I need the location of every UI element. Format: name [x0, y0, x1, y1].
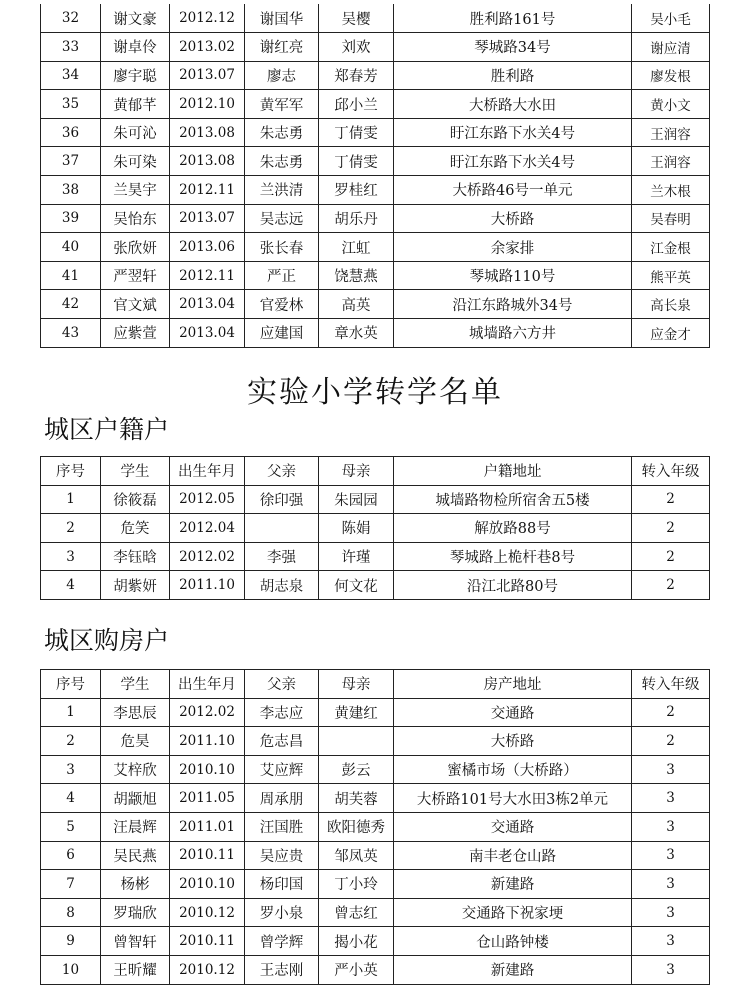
- cell-student: 李思辰: [101, 698, 170, 727]
- cell-address: 胜利路: [394, 61, 632, 90]
- cell-father: 杨印国: [245, 870, 319, 899]
- table-row: [41, 33, 710, 62]
- table-row: [41, 90, 710, 119]
- cell-mother: 吴樱: [319, 4, 394, 33]
- cell-index: 34: [41, 61, 101, 90]
- cell-address: 交通路: [394, 698, 632, 727]
- cell-address: 盱江东路下水关4号: [394, 147, 632, 176]
- cell-birth: 2011.05: [170, 784, 245, 813]
- cell-student: 朱可沁: [101, 118, 170, 147]
- cell-index: 38: [41, 176, 101, 205]
- cell-grade: 吴小毛: [632, 4, 710, 33]
- cell-father: 李志应: [245, 698, 319, 727]
- table-row: [41, 955, 710, 984]
- cell-birth: 2011.01: [170, 812, 245, 841]
- cell-index: 3: [41, 542, 101, 571]
- continued-table-body: [41, 4, 710, 347]
- cell-grade: 王润容: [632, 118, 710, 147]
- table-row: [41, 233, 710, 262]
- column-header-address: 户籍地址: [394, 457, 632, 486]
- table-row: [41, 698, 710, 727]
- table-row: [41, 61, 710, 90]
- cell-grade: 2: [632, 571, 710, 600]
- column-header-mother: 母亲: [319, 670, 394, 699]
- column-header-grade: 转入年级: [632, 457, 710, 486]
- cell-student: 严翌轩: [101, 261, 170, 290]
- cell-birth: 2013.08: [170, 147, 245, 176]
- cell-grade: 3: [632, 841, 710, 870]
- cell-birth: 2011.10: [170, 727, 245, 756]
- cell-birth: 2012.10: [170, 90, 245, 119]
- column-header-father: 父亲: [245, 457, 319, 486]
- cell-index: 3: [41, 755, 101, 784]
- cell-address: 新建路: [394, 955, 632, 984]
- cell-mother: 曾志红: [319, 898, 394, 927]
- cell-birth: 2012.11: [170, 261, 245, 290]
- table-row: [41, 755, 710, 784]
- cell-index: 39: [41, 204, 101, 233]
- column-header-father: 父亲: [245, 670, 319, 699]
- cell-mother: [319, 727, 394, 756]
- cell-index: 6: [41, 841, 101, 870]
- cell-address: 沿江东路城外34号: [394, 290, 632, 319]
- cell-father: 谢国华: [245, 4, 319, 33]
- cell-index: 41: [41, 261, 101, 290]
- cell-mother: 彭云: [319, 755, 394, 784]
- cell-student: 杨彬: [101, 870, 170, 899]
- cell-grade: 2: [632, 698, 710, 727]
- cell-father: 应建国: [245, 319, 319, 348]
- cell-grade: 王润容: [632, 147, 710, 176]
- cell-mother: 揭小花: [319, 927, 394, 956]
- cell-grade: 3: [632, 955, 710, 984]
- table-header-row: [41, 670, 710, 699]
- continued-student-table: [40, 4, 710, 348]
- cell-birth: 2013.07: [170, 61, 245, 90]
- cell-mother: 郑春芳: [319, 61, 394, 90]
- cell-grade: 高长泉: [632, 290, 710, 319]
- cell-grade: 熊平英: [632, 261, 710, 290]
- table-row: [41, 927, 710, 956]
- cell-grade: 2: [632, 727, 710, 756]
- cell-grade: 吴春明: [632, 204, 710, 233]
- cell-address: 大桥路大水田: [394, 90, 632, 119]
- cell-grade: 应金才: [632, 319, 710, 348]
- cell-student: 谢卓伶: [101, 33, 170, 62]
- cell-grade: 江金根: [632, 233, 710, 262]
- cell-grade: 3: [632, 784, 710, 813]
- table-row: [41, 514, 710, 543]
- cell-address: 城墙路六方井: [394, 319, 632, 348]
- cell-birth: 2012.12: [170, 4, 245, 33]
- table-row: [41, 898, 710, 927]
- cell-address: 大桥路101号大水田3栋2单元: [394, 784, 632, 813]
- cell-birth: 2011.10: [170, 571, 245, 600]
- cell-address: 大桥路: [394, 204, 632, 233]
- cell-address: 南丰老仓山路: [394, 841, 632, 870]
- cell-index: 37: [41, 147, 101, 176]
- cell-birth: 2012.04: [170, 514, 245, 543]
- column-header-grade: 转入年级: [632, 670, 710, 699]
- table-header-row: [41, 457, 710, 486]
- cell-father: 罗小泉: [245, 898, 319, 927]
- cell-address: 琴城路34号: [394, 33, 632, 62]
- cell-index: 4: [41, 571, 101, 600]
- cell-student: 危笑: [101, 514, 170, 543]
- cell-father: 朱志勇: [245, 147, 319, 176]
- cell-address: 沿江北路80号: [394, 571, 632, 600]
- cell-address: 交通路下祝家埂: [394, 898, 632, 927]
- cell-index: 10: [41, 955, 101, 984]
- table-row: [41, 841, 710, 870]
- cell-grade: 谢应清: [632, 33, 710, 62]
- column-header-student: 学生: [101, 457, 170, 486]
- table-row: [41, 176, 710, 205]
- cell-mother: 邱小兰: [319, 90, 394, 119]
- cell-mother: 欧阳德秀: [319, 812, 394, 841]
- cell-birth: 2010.11: [170, 841, 245, 870]
- cell-grade: 2: [632, 514, 710, 543]
- cell-student: 李钰晗: [101, 542, 170, 571]
- cell-student: 黄郁芊: [101, 90, 170, 119]
- cell-father: 曾学辉: [245, 927, 319, 956]
- table-row: [41, 571, 710, 600]
- cell-student: 张欣妍: [101, 233, 170, 262]
- table-row: [41, 147, 710, 176]
- column-header-student: 学生: [101, 670, 170, 699]
- cell-father: 吴志远: [245, 204, 319, 233]
- cell-father: 张长春: [245, 233, 319, 262]
- cell-address: 蜜橘市场（大桥路）: [394, 755, 632, 784]
- cell-father: 汪国胜: [245, 812, 319, 841]
- cell-student: 应紫萱: [101, 319, 170, 348]
- cell-mother: 高英: [319, 290, 394, 319]
- cell-father: 吴应贵: [245, 841, 319, 870]
- household-transfer-table: [40, 456, 710, 600]
- cell-mother: 胡乐丹: [319, 204, 394, 233]
- cell-mother: 章水英: [319, 319, 394, 348]
- cell-student: 吴民燕: [101, 841, 170, 870]
- cell-address: 大桥路46号一单元: [394, 176, 632, 205]
- cell-mother: 江虹: [319, 233, 394, 262]
- cell-grade: 3: [632, 927, 710, 956]
- cell-student: 兰昊宇: [101, 176, 170, 205]
- cell-address: 城墙路物检所宿舍五5楼: [394, 485, 632, 514]
- cell-father: 王志刚: [245, 955, 319, 984]
- cell-mother: 丁倩雯: [319, 147, 394, 176]
- column-header-birth: 出生年月: [170, 457, 245, 486]
- cell-birth: 2013.07: [170, 204, 245, 233]
- cell-index: 42: [41, 290, 101, 319]
- cell-student: 徐筱磊: [101, 485, 170, 514]
- cell-grade: 3: [632, 812, 710, 841]
- cell-grade: 黄小文: [632, 90, 710, 119]
- cell-father: 胡志泉: [245, 571, 319, 600]
- cell-address: 盱江东路下水关4号: [394, 118, 632, 147]
- cell-mother: 饶慧燕: [319, 261, 394, 290]
- table-row: [41, 812, 710, 841]
- cell-birth: 2013.04: [170, 319, 245, 348]
- cell-index: 5: [41, 812, 101, 841]
- cell-student: 汪晨辉: [101, 812, 170, 841]
- cell-address: 新建路: [394, 870, 632, 899]
- table-row: [41, 204, 710, 233]
- cell-student: 廖宇聪: [101, 61, 170, 90]
- cell-birth: 2013.04: [170, 290, 245, 319]
- section-heading-household: 城区户籍户: [44, 415, 170, 444]
- table-row: [41, 319, 710, 348]
- cell-mother: 朱园园: [319, 485, 394, 514]
- cell-father: 李强: [245, 542, 319, 571]
- cell-birth: 2013.08: [170, 118, 245, 147]
- column-header-index: 序号: [41, 457, 101, 486]
- cell-father: 朱志勇: [245, 118, 319, 147]
- cell-index: 8: [41, 898, 101, 927]
- table-row: [41, 870, 710, 899]
- cell-father: [245, 514, 319, 543]
- cell-birth: 2010.10: [170, 870, 245, 899]
- table-row: [41, 4, 710, 33]
- cell-index: 33: [41, 33, 101, 62]
- cell-grade: 廖发根: [632, 61, 710, 90]
- section-heading-purchase: 城区购房户: [44, 626, 170, 655]
- column-header-index: 序号: [41, 670, 101, 699]
- cell-father: 艾应辉: [245, 755, 319, 784]
- cell-father: 谢红亮: [245, 33, 319, 62]
- cell-father: 黄军军: [245, 90, 319, 119]
- cell-student: 罗瑞欣: [101, 898, 170, 927]
- cell-grade: 兰木根: [632, 176, 710, 205]
- cell-student: 王昕耀: [101, 955, 170, 984]
- cell-index: 36: [41, 118, 101, 147]
- column-header-birth: 出生年月: [170, 670, 245, 699]
- cell-address: 交通路: [394, 812, 632, 841]
- column-header-mother: 母亲: [319, 457, 394, 486]
- cell-birth: 2013.02: [170, 33, 245, 62]
- cell-mother: 严小英: [319, 955, 394, 984]
- cell-father: 官爱林: [245, 290, 319, 319]
- cell-birth: 2010.11: [170, 927, 245, 956]
- cell-address: 大桥路: [394, 727, 632, 756]
- cell-birth: 2010.10: [170, 755, 245, 784]
- cell-father: 危志昌: [245, 727, 319, 756]
- cell-birth: 2012.11: [170, 176, 245, 205]
- cell-index: 4: [41, 784, 101, 813]
- table-row: [41, 727, 710, 756]
- cell-father: 兰洪清: [245, 176, 319, 205]
- cell-mother: 陈娟: [319, 514, 394, 543]
- table-row: [41, 485, 710, 514]
- cell-student: 艾梓欣: [101, 755, 170, 784]
- cell-index: 1: [41, 485, 101, 514]
- cell-mother: 胡芙蓉: [319, 784, 394, 813]
- cell-student: 胡颛旭: [101, 784, 170, 813]
- cell-student: 吴怡东: [101, 204, 170, 233]
- cell-father: 徐印强: [245, 485, 319, 514]
- cell-address: 琴城路上桅杆巷8号: [394, 542, 632, 571]
- cell-birth: 2012.02: [170, 698, 245, 727]
- cell-mother: 丁倩雯: [319, 118, 394, 147]
- cell-student: 胡紫妍: [101, 571, 170, 600]
- cell-mother: 黄建红: [319, 698, 394, 727]
- cell-student: 官文斌: [101, 290, 170, 319]
- cell-index: 2: [41, 727, 101, 756]
- cell-mother: 刘欢: [319, 33, 394, 62]
- cell-address: 仓山路钟楼: [394, 927, 632, 956]
- cell-index: 1: [41, 698, 101, 727]
- table-row: [41, 784, 710, 813]
- cell-birth: 2010.12: [170, 955, 245, 984]
- cell-grade: 3: [632, 755, 710, 784]
- cell-mother: 丁小玲: [319, 870, 394, 899]
- column-header-address: 房产地址: [394, 670, 632, 699]
- cell-index: 32: [41, 4, 101, 33]
- cell-index: 9: [41, 927, 101, 956]
- cell-index: 2: [41, 514, 101, 543]
- document-title: 实验小学转学名单: [247, 375, 503, 410]
- cell-student: 谢文豪: [101, 4, 170, 33]
- cell-father: 廖志: [245, 61, 319, 90]
- cell-birth: 2012.05: [170, 485, 245, 514]
- table-row: [41, 542, 710, 571]
- cell-mother: 罗桂红: [319, 176, 394, 205]
- cell-student: 危昊: [101, 727, 170, 756]
- cell-father: 严正: [245, 261, 319, 290]
- table-row: [41, 118, 710, 147]
- purchase-table-body: [41, 698, 710, 984]
- cell-address: 琴城路110号: [394, 261, 632, 290]
- household-table-body: [41, 485, 710, 599]
- table-row: [41, 290, 710, 319]
- cell-address: 余家排: [394, 233, 632, 262]
- cell-birth: 2012.02: [170, 542, 245, 571]
- cell-student: 曾智轩: [101, 927, 170, 956]
- cell-birth: 2010.12: [170, 898, 245, 927]
- cell-grade: 3: [632, 870, 710, 899]
- purchase-transfer-table: [40, 669, 710, 985]
- cell-student: 朱可染: [101, 147, 170, 176]
- table-row: [41, 261, 710, 290]
- cell-address: 解放路88号: [394, 514, 632, 543]
- cell-index: 40: [41, 233, 101, 262]
- cell-mother: 许瑾: [319, 542, 394, 571]
- cell-mother: 邹凤英: [319, 841, 394, 870]
- cell-index: 43: [41, 319, 101, 348]
- cell-mother: 何文花: [319, 571, 394, 600]
- cell-index: 7: [41, 870, 101, 899]
- cell-grade: 2: [632, 485, 710, 514]
- cell-birth: 2013.06: [170, 233, 245, 262]
- cell-father: 周承朋: [245, 784, 319, 813]
- cell-grade: 2: [632, 542, 710, 571]
- cell-index: 35: [41, 90, 101, 119]
- cell-grade: 3: [632, 898, 710, 927]
- cell-address: 胜利路161号: [394, 4, 632, 33]
